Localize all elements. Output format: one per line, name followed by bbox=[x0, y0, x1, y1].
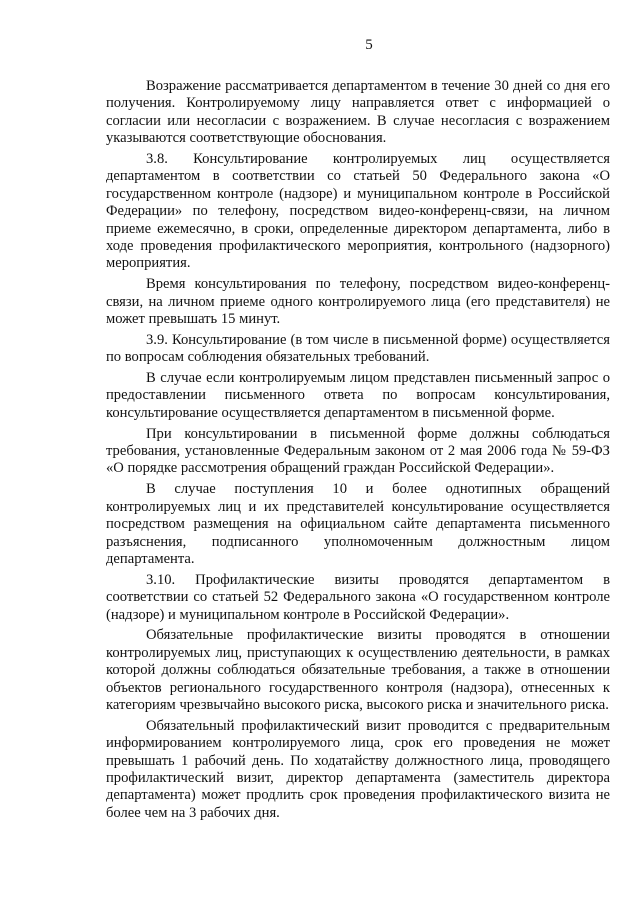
paragraph-mandatory-visit-term: Обязательный профилактический визит проводится с предварительным информированием контролируемого лица, срок его проведения не может превышать 1 рабочий день. По ходатайству должностного лица, проводящего профилактический визит, директор департамента (заместитель директора департамента) может продлить срок проведения профилактического визита не более чем на 3 рабочих дня. bbox=[106, 717, 610, 821]
page-number: 5 bbox=[365, 37, 373, 53]
paragraph-consultation-time: Время консультирования по телефону, посредством видео-конференц-связи, на личном приеме одного контролируемого лица (его представителя) не может превышать 15 минут. bbox=[106, 276, 610, 328]
paragraph-objection-review: Возражение рассматривается департаментом в течение 30 дней со дня его получения. Контролируемому лицу направляется ответ с информацией о согласии или несогласии с возражением. В случае несогласия с возражением указываются соответствующие обоснования. bbox=[106, 78, 610, 147]
paragraph-similar-requests: В случае поступления 10 и более однотипных обращений контролируемых лиц и их представителей консультирование осуществляется посредством размещения на официальном сайте департамента письменного разъяснения, подписанного уполномоченным должностным лицом департамента. bbox=[106, 481, 610, 567]
paragraph-3-9-consultation-written: 3.9. Консультирование (в том числе в письменной форме) осуществляется по вопросам соблюдения обязательных требований. bbox=[106, 331, 610, 366]
paragraph-written-requirements: При консультировании в письменной форме должны соблюдаться требования, установленные Федеральным законом от 2 мая 2006 года № 59-ФЗ «О порядке рассмотрения обращений граждан Российской Федерации». bbox=[106, 425, 610, 477]
paragraph-3-10-preventive-visits: 3.10. Профилактические визиты проводятся департаментом в соответствии со статьей 52 Федерального закона «О государственном контроле (надзоре) и муниципальном контроле в Российской Федерации». bbox=[106, 571, 610, 623]
paragraph-mandatory-visits: Обязательные профилактические визиты проводятся в отношении контролируемых лиц, приступающих к осуществлению деятельности, в рамках которой должны соблюдаться обязательные требования, а также в отношении объектов регионального государственного контроля (надзора), отнесенных к категориям чрезвычайно высокого риска, высокого риска и значительного риска. bbox=[106, 627, 610, 713]
paragraph-3-8-consultation: 3.8. Консультирование контролируемых лиц осуществляется департаментом в соответствии со статьей 50 Федерального закона «О государственном контроле (надзоре) и муниципальном контроле в Российской Федерации» по телефону, посредством видео-конференц-связи, на личном приеме ежемесячно, в сроки, определенные директором департамента, либо в ходе проведения профилактического мероприятия, контрольного (надзорного) мероприятия. bbox=[106, 151, 610, 272]
paragraph-written-request: В случае если контролируемым лицом представлен письменный запрос о предоставлении письменного ответа по вопросам консультирования, консультирование осуществляется департаментом в письменной форме. bbox=[106, 370, 610, 421]
